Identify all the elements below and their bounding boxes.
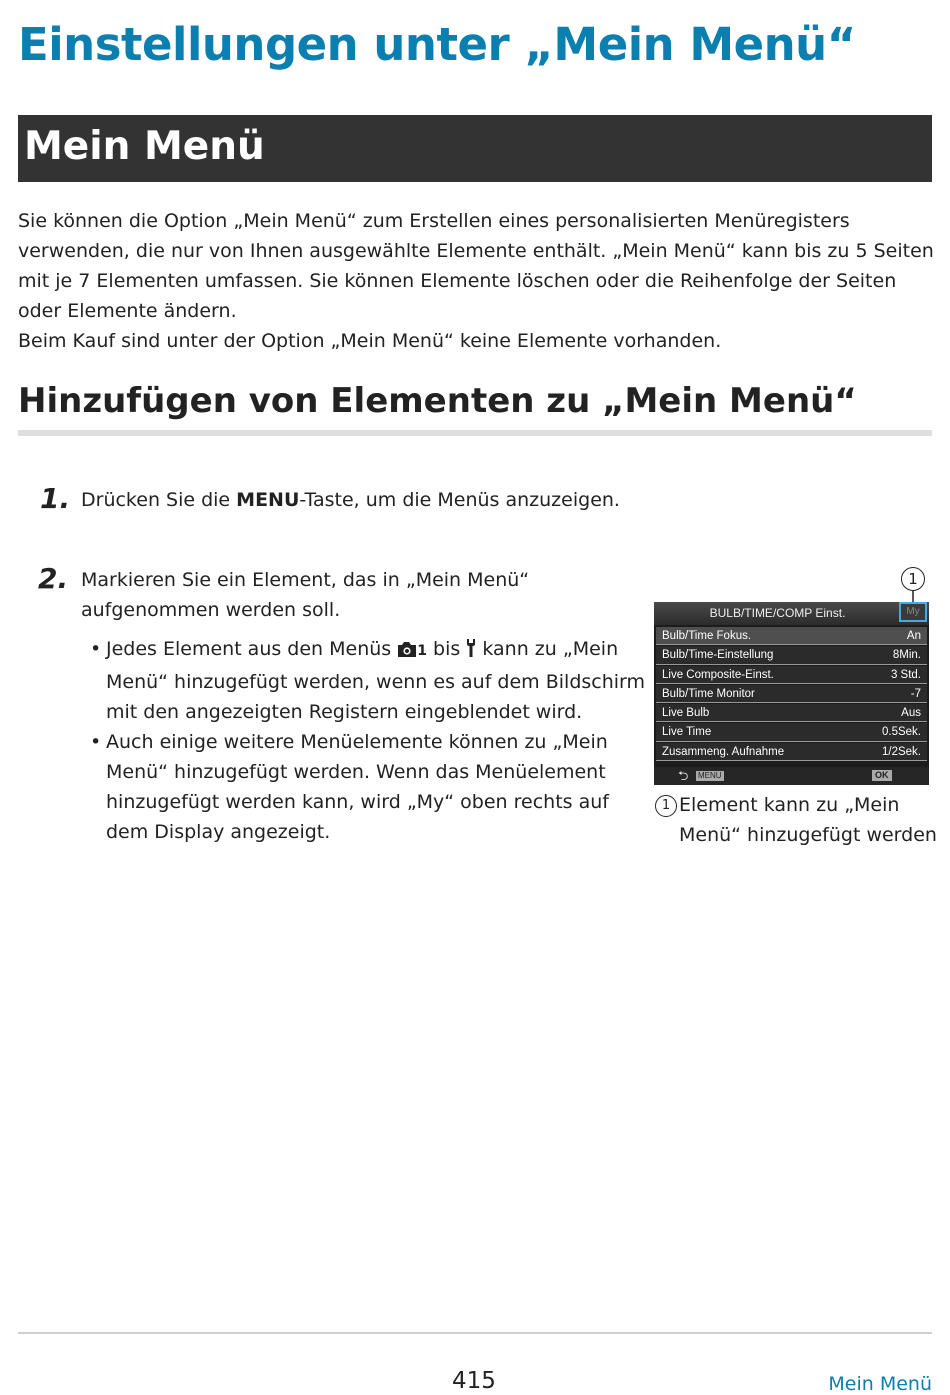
menu-row[interactable] xyxy=(656,704,927,722)
section-title: Mein Menü xyxy=(18,115,932,182)
screen-footer xyxy=(654,767,929,785)
menu-key-label: MENU xyxy=(236,489,300,511)
subheading: Hinzufügen von Elementen zu „Mein Menü“ xyxy=(18,381,857,421)
screen-header: BULB/TIME/COMP Einst. xyxy=(654,602,929,625)
step-text-part: -Taste, um die Menüs anzuzeigen. xyxy=(299,489,620,511)
step-number: 2. xyxy=(38,562,69,595)
my-menu-tab[interactable]: My xyxy=(899,602,927,622)
page-title: Einstellungen unter „Mein Menü“ xyxy=(18,18,856,71)
bullet-text: kann zu „Mein Menü“ hinzugefügt werden, wenn es auf dem Bildschirm mit den angezeigten Registern eingeblendet wird. xyxy=(106,638,646,723)
menu-row-value: 3 Std. xyxy=(890,668,921,681)
bullet-text: bis xyxy=(427,638,467,660)
bullet-list xyxy=(90,634,650,847)
ok-button-label: OK xyxy=(872,770,892,781)
menu-row[interactable] xyxy=(656,743,927,761)
list-item: • Auch einige weitere Menüelemente können zu „Mein Menü“ hinzugefügt werden. Wenn das Menüelement hinzugefügt werden kann, wird „My“ oben rechts auf dem Display angezeigt. xyxy=(90,727,650,847)
menu-row-value: 0.5Sek. xyxy=(882,726,921,739)
menu-row-label: Bulb/Time-Einstellung xyxy=(662,649,774,662)
camera-icon xyxy=(397,637,417,667)
menu-button-label: MENU xyxy=(698,771,722,780)
subheading-divider xyxy=(18,430,932,436)
footer-divider xyxy=(18,1332,932,1334)
menu-row-label: Zusammeng. Aufnahme xyxy=(662,745,785,758)
wrench-icon xyxy=(466,637,476,667)
menu-row-label: Bulb/Time Monitor xyxy=(662,687,755,700)
menu-list xyxy=(656,627,927,762)
menu-row[interactable] xyxy=(656,627,927,645)
menu-row-label: Live Bulb xyxy=(662,707,710,720)
menu-row-value: -7 xyxy=(910,687,921,700)
menu-row-value: Aus xyxy=(901,707,921,720)
menu-row[interactable] xyxy=(656,666,927,684)
intro-paragraph: Beim Kauf sind unter der Option „Mein Menü“ keine Elemente vorhanden. xyxy=(18,330,722,352)
caption-text: Element kann zu „Mein Menü“ hinzugefügt werden xyxy=(679,794,937,846)
menu-row[interactable] xyxy=(656,685,927,703)
intro-text xyxy=(18,206,934,356)
menu-row-label: Live Composite-Einst. xyxy=(662,668,774,681)
step-text-part: Drücken Sie die xyxy=(81,489,237,511)
section-link[interactable]: Mein Menü xyxy=(828,1373,932,1395)
caption-number: 1 xyxy=(655,795,677,817)
intro-paragraph: Sie können die Option „Mein Menü“ zum Erstellen eines personalisierten Menüregisters verwenden, die nur von Ihnen ausgewählte Elemente enthält. „Mein Menü“ kann bis zu 5 Seiten mit je 7 Elementen umfassen. Sie können Elemente löschen oder die Reihenfolge der Seiten oder Elemente ändern. xyxy=(18,210,934,322)
menu-row-value: 8Min. xyxy=(892,649,921,662)
menu-row[interactable] xyxy=(656,646,927,664)
menu-row-value: 1/2Sek. xyxy=(882,745,921,758)
step-text xyxy=(81,485,620,515)
menu-row-value: An xyxy=(906,630,921,642)
step-text: Markieren Sie ein Element, das in „Mein Menü“ aufgenommen werden soll. xyxy=(81,569,530,621)
callout-number: 1 xyxy=(901,567,925,591)
bullet-text: Jedes Element aus den Menüs xyxy=(106,638,398,660)
list-item xyxy=(90,634,650,727)
menu-row-label: Live Time xyxy=(662,726,712,739)
page-number: 415 xyxy=(452,1368,496,1394)
step-number: 1. xyxy=(40,482,71,515)
camera-screen xyxy=(654,602,929,785)
back-arrow-icon: ⮌ xyxy=(678,768,689,783)
camera-menu-index: 1 xyxy=(417,643,427,659)
menu-row[interactable] xyxy=(656,723,927,741)
menu-row-label: Bulb/Time Fokus. xyxy=(662,630,752,642)
screen-caption xyxy=(654,790,946,850)
